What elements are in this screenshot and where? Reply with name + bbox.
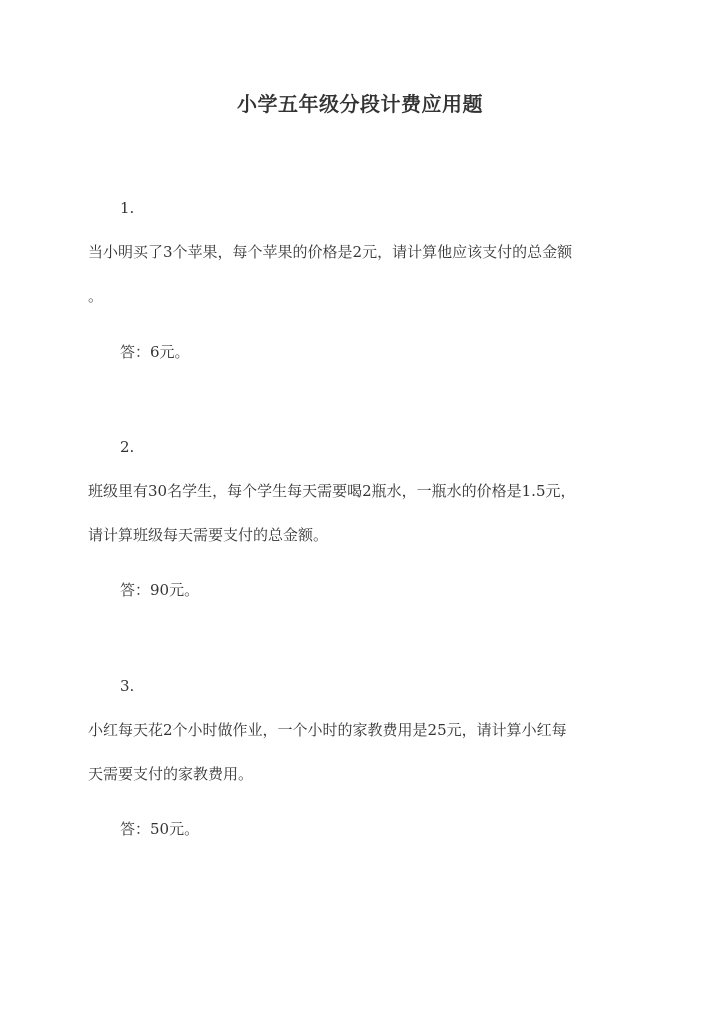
question-text-line: 请计算班级每天需要支付的总金额。 [88,526,329,544]
question-text-line: 当小明买了3个苹果，每个苹果的价格是2元，请计算他应该支付的总金额 [88,243,573,261]
question-text-line: 小红每天花2个小时做作业，一个小时的家教费用是25元，请计算小红每 [88,721,567,739]
question-text-line: 班级里有30名学生，每个学生每天需要喝2瓶水，一瓶水的价格是1.5元， [88,482,576,500]
question-number: 1. [120,199,135,217]
question-number: 2. [120,438,135,456]
answer-text: 答：6元。 [120,343,190,361]
question-number: 3. [120,677,135,695]
question-text-line: 。 [88,287,104,305]
document-title: 小学五年级分段计费应用题 [237,92,483,116]
answer-text: 答：90元。 [120,581,200,599]
answer-text: 答：50元。 [120,820,200,838]
question-text-line: 天需要支付的家教费用。 [88,765,254,783]
